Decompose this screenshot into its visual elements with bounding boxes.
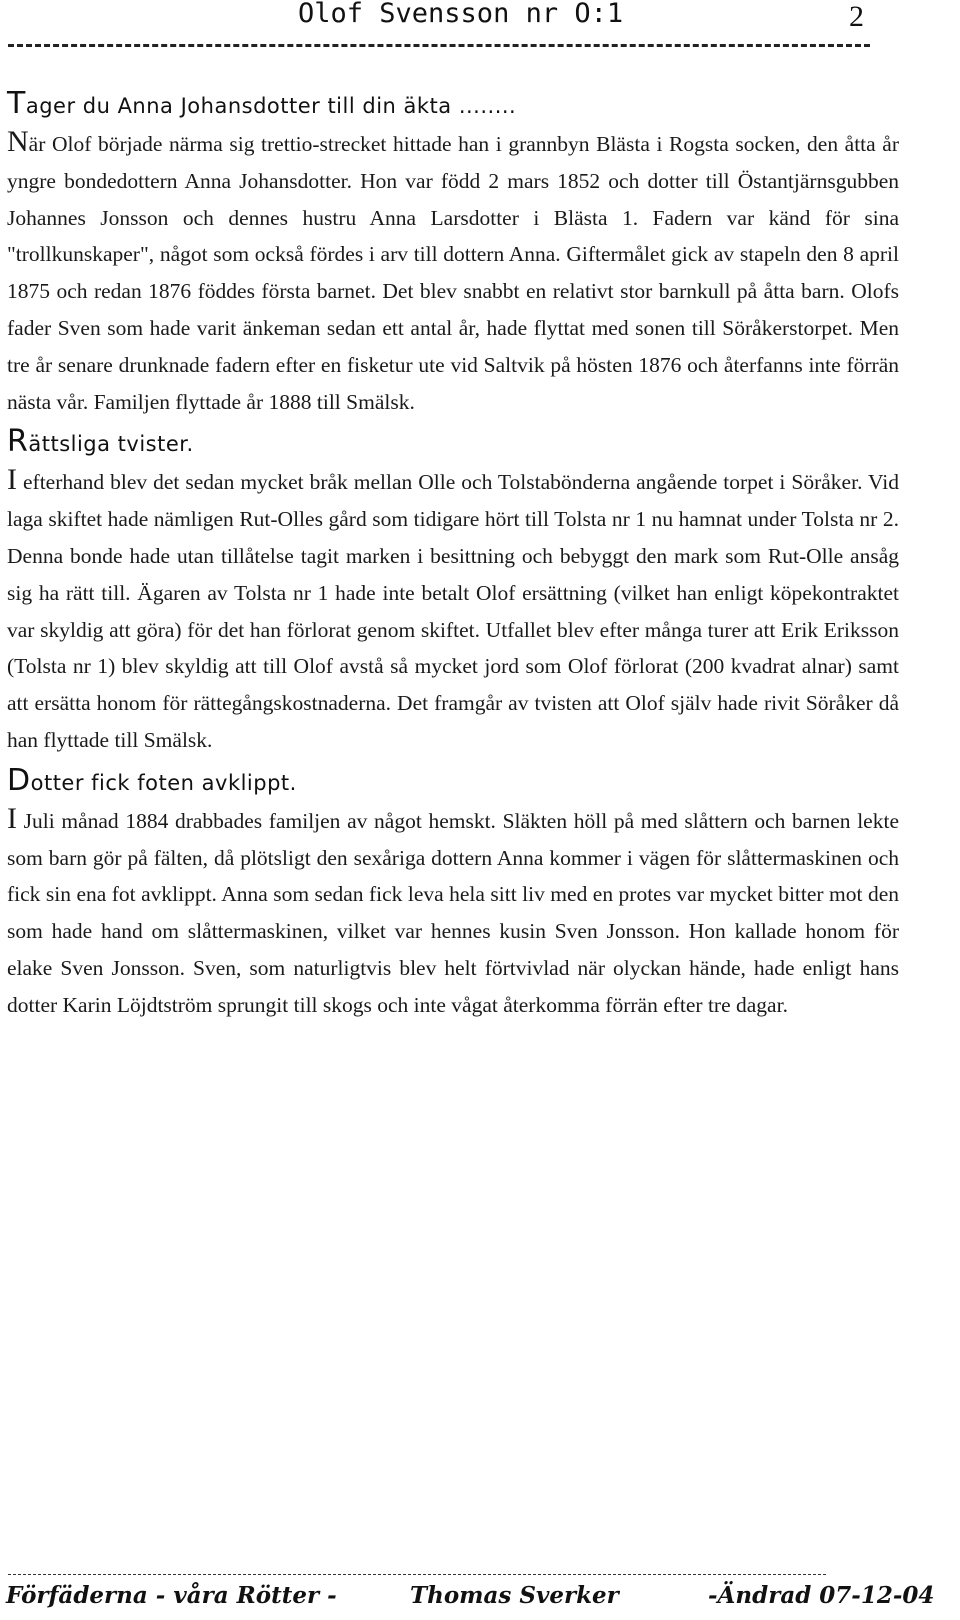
footer-modified-date: -Ändrad 07-12-04 (708, 1582, 935, 1609)
header-divider (8, 44, 870, 47)
page-header (0, 0, 960, 70)
footer-author: Thomas Sverker (410, 1582, 619, 1609)
heading-text: ättsliga tvister. (28, 432, 194, 457)
document-title: Olof Svensson nr O:1 (298, 0, 624, 29)
paragraph-initial: I (7, 801, 17, 835)
page-footer (0, 1560, 960, 1620)
section-heading-marriage (7, 82, 899, 126)
heading-text: ager du Anna Johansdotter till din äkta ........ (25, 94, 517, 118)
paragraph-text: efterhand blev det sedan mycket bråk mellan Olle och Tolstabönderna angående torpet i Söråker. Vid laga skiftet hade nämligen Rut-Olles gård som tidigare hört till Tolsta nr 1 nu hamnat under Tolsta nr 2. Denna bonde hade utan tillåtelse tagit marken i besittning och bebyggt den mark som Rut-Olle ansåg sig ha rätt till. Ägaren av Tolsta nr 1 hade inte betalt Olof ersättning (vilket han enligt köpekontraktet var skyldig att göra) för det han förlorat genom skiftet. Utfallet blev efter många turer att Erik Eriksson (Tolsta nr 1) blev skyldig att till Olof avstå så mycket jord som Olof förlorat (200 kvadrat alnar) samt att ersätta honom för rättegångskostnaderna. Det framgår av tvisten att Olof själv hade rivit Söråker då han flyttade till Smälsk. (7, 470, 899, 752)
paragraph-accident (7, 803, 899, 1024)
heading-initial: R (7, 424, 29, 460)
section-heading-disputes (7, 420, 899, 464)
paragraph-text: Juli månad 1884 drabbades familjen av något hemskt. Släkten höll på med slåttern och barnen lekte som barn gör på fälten, då plötsligt den sexåriga dottern Anna kommer i vägen för slåttermaskinen och fick sin ena fot avklippt. Anna som sedan fick leva hela sitt liv med en protes var mycket bitter mot den som hade hand om slåttermaskinen, vilket var hennes kusin Sven Jonsson. Hon kallade honom för elake Sven Jonsson. Sven, som naturligtvis blev helt förtvivlad när olyckan hände, hade enligt hans dotter Karin Löjdtström sprungit till skogs och inte vågat återkomma förrän efter tre dagar. (7, 808, 899, 1017)
footer-series-title: Förfäderna - våra Rötter - (6, 1582, 337, 1609)
paragraph-initial: I (7, 463, 17, 497)
heading-initial: D (7, 762, 31, 798)
heading-initial: T (7, 86, 26, 121)
section-heading-accident (7, 759, 899, 803)
footer-divider (8, 1574, 826, 1575)
paragraph-initial: N (7, 125, 29, 158)
paragraph-text: är Olof började närma sig trettio-strecket hittade han i grannbyn Blästa i Rogsta socken, den åtta år yngre bondedottern Anna Johansdotter. Hon var född 2 mars 1852 och dotter till Östantjärnsgubben Johannes Jonsson och dennes hustru Anna Larsdotter i Blästa 1. Fadern var känd för sina "trollkunskaper", något som också fördes i arv till dottern Anna. Giftermålet gick av stapeln den 8 april 1875 och redan 1876 föddes första barnet. Det blev snabbt en relativt stor barnkull på åtta barn. Olofs fader Sven som hade varit änkeman sedan ett antal år, hade flyttat med sonen till Söråkerstorpet. Men tre år senare drunknade fadern efter en fisketur ute vid Saltvik på hösten 1876 och återfanns inte förrän nästa vår. Familjen flyttade år 1888 till Smälsk. (7, 132, 899, 414)
paragraph-marriage (7, 126, 899, 420)
page-number: 2 (849, 0, 864, 33)
paragraph-disputes (7, 464, 899, 758)
document-body (7, 82, 899, 1024)
heading-text: otter fick foten avklippt. (30, 770, 297, 795)
